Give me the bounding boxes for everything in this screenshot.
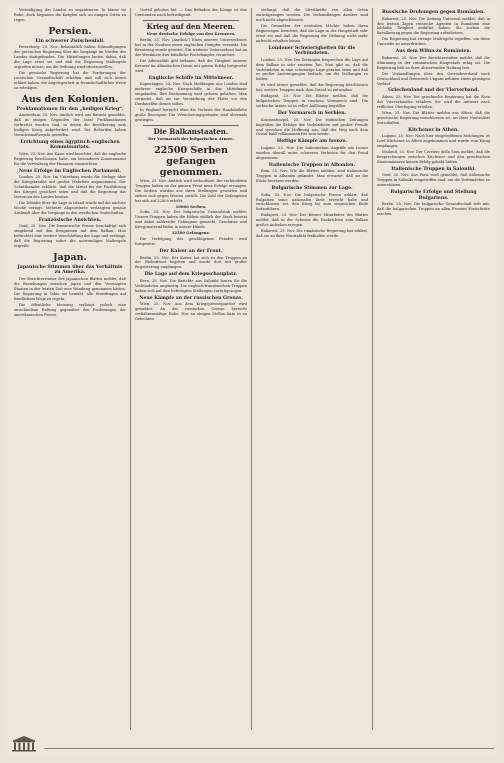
article-paragraph: Die Admiralität gibt bekannt, daß die Tätigkeit unserer Kreuzer im Atlantischen Ozean mit gutem Erfolg fortgesetzt wird. xyxy=(135,58,247,73)
column-container xyxy=(10,8,494,730)
article-headline: Italienische Truppen in Albanien. xyxy=(268,162,356,168)
article-paragraph: Athen, 25. Nov. Die griechische Regierung hat die Note des Vierverbandes erhalten. Sie wird die Antwort nach reiflicher Überlegung erteilen. xyxy=(377,95,490,109)
section-heading: Persien. xyxy=(48,25,92,37)
article-paragraph: Die persische Regierung hat die Forderungen der russischen Gesandtschaft erhalten und soll sich bereit erklärt haben, die Angelegenheit in freundschaftlicher Weise zu erledigen. xyxy=(14,71,126,90)
article-paragraph: Es wird ferner gemeldet, daß die Regierung beschlossen hat, weitere Truppen nach dem Orient zu entsenden. xyxy=(256,83,368,93)
article-headline: Aus dem Wilna zu Rumänien. xyxy=(395,49,472,55)
article-paragraph: Die Regierung hat strenge Maßregeln ergriffen, um diese Umtriebe zu unterdrücken. xyxy=(377,37,490,47)
section-heading: 22500 Serben gefangen genommen. xyxy=(154,144,228,178)
article-headline: Englische Schiffe im Mittelmeer. xyxy=(148,75,234,81)
article-paragraph: Berlin, 25. Nov. Der Kaiser hat sich zu den Truppen an der Südostfront begeben und wurde dort mit großer Begeisterung empfangen. xyxy=(135,255,247,270)
article-paragraph: Verteidigung des Landes zu organisieren. In Maroc ist Ruhe, doch beginnen die Kabylen sich an einigen Orten zu regen. xyxy=(14,8,126,22)
article-headline: Heftige Kämpfe am Isonzo. xyxy=(276,139,348,145)
article-paragraph: Wien, 25. Nov. Aus Kairo wird berichtet, daß die englische Regierung beschlossen habe, ein besonderes Kommissariat für die Verwaltung der Finanzen einzurichten. xyxy=(14,151,126,166)
column-1 xyxy=(10,8,131,730)
article-headline: Bulgarische Erfolge und Stellung Bulgariens. xyxy=(390,190,477,201)
article-paragraph: Genf, 25. Nov. Die französische Presse beschäftigt sich eingehend mit den Ereignissen auf dem Balkan. Man befürchtet eine weitere Verschärfung der Lage und verlangt, daß die Regierung sofort die notwendigen Maßregeln ergreife. xyxy=(14,224,126,248)
article-headline: Ein schwerer Zwischenfall. xyxy=(35,38,105,44)
section-heading: Japan. xyxy=(53,251,87,263)
column-2 xyxy=(131,8,252,730)
article-paragraph: Budapest, 25. Nov. Der Berner Mitarbeiter des Blattes meldet, daß in der Schweiz die Nachrichten vom Balkan großes Aufsehen erregen. xyxy=(256,213,368,228)
article-paragraph: Der Berichterstatter des japanischen Blattes meldet, daß die Beziehungen zwischen Japan und den Vereinigten Staaten in der letzten Zeit eine Wendung genommen hätten. Die Regierung in Tokio sei bemüht, alle Streitfragen auf friedlichem Wege zu regeln. xyxy=(14,277,126,301)
library-building-logo-icon xyxy=(10,735,38,753)
article-paragraph: Bukarest, 25. Nov. Der Berichterstatter meldet, daß die Stimmung in der rumänischen Hauptstadt ruhig sei. Die Regierung hält an ihrer abwartenden Haltung fest. xyxy=(377,55,490,70)
article-headline: Russische Drohungen gegen Rumänien. xyxy=(381,10,486,15)
article-headline: Die Lage auf dem Kriegsschauplatz. xyxy=(144,272,238,278)
article-paragraph: Lugano, 25. Nov. Nach hier eingetroffenen Meldungen ist Lord Kitchener in Athen angekommen und wurde vom König empfangen. xyxy=(377,134,490,149)
article-subheadline: Der Vormarsch der bulgarischen Armee. xyxy=(148,136,234,142)
article-headline: Neue Erfolge im Englischen Parlament. xyxy=(18,168,122,174)
column-rule xyxy=(143,20,239,21)
article-paragraph: London, 25. Nov. Im Unterhaus wurde die Vorlage über die Kriegskredite mit großer Mehrheit angenommen. Der Schatzkanzler erklärte, daß die Mittel für die Fortführung des Krieges gesichert seien und daß die Regierung das Vertrauen des Landes besitze. xyxy=(14,175,126,199)
article-headline: Der Vormarsch in Serbien. xyxy=(277,111,347,117)
article-headline: Italienische Truppen in Saloniki. xyxy=(391,166,476,172)
section-heading: Aus den Kolonien. xyxy=(21,93,119,105)
article-paragraph: Die Verfolgung des geschlagenen Feindes wird fortgesetzt. xyxy=(135,237,247,246)
article-paragraph: Die öffentliche Meinung verlangt jedoch eine entschiedene Haltung gegenüber den Forderungen der amerikanischen Presse. xyxy=(14,302,126,317)
article-headline: Londoner Schwierigkeiten für die Verbündeten. xyxy=(268,45,356,57)
article-headline: Japanische Stimmen über das Verhältnis zu Amerika. xyxy=(17,264,123,276)
article-paragraph: Die Debatte über die Lage in Irland wurde auf die nächste Woche vertagt. Mehrere Abgeordnete verlangten genaue Auskunft über die Vorgänge in den westlichen Grafschaften. xyxy=(14,201,126,215)
article-paragraph: Sofia, 25. Nov. Der bulgarische Generalstab meldet: Unsere Truppen haben die Höhen südlich der Stadt besetzt und dabei zahlreiche Gefangene gemacht. Geschütze und Kriegsmaterial fielen in unsere Hände. xyxy=(135,210,247,230)
section-banner-heading: Die Balkanstaaten. xyxy=(153,126,229,136)
column-4 xyxy=(373,8,494,730)
article-headline: Kitchener in Athen. xyxy=(408,127,459,133)
article-paragraph: Wien, 25. Nov. Die Blätter melden aus Athen, daß die griechische Regierung entschlossen sei, an ihrer Neutralität festzuhalten. xyxy=(377,110,490,125)
article-paragraph: Bukarest, 25. Nov. Die rumänische Regierung hat erklärt, daß sie an ihrer Neutralität festhalten werde. xyxy=(256,229,368,239)
page-footer xyxy=(6,729,498,756)
article-headline: Neue Kämpfe an der russischen Grenze. xyxy=(139,295,243,301)
column-rule xyxy=(143,125,239,126)
article-headline: Bulgarische Stimmen zur Lage. xyxy=(271,186,353,191)
article-paragraph: Berlin, 25. Nov. Die bulgarische Gesandtschaft teilt mit, daß die bulgarischen Truppen an allen Fronten Fortschritte machen. xyxy=(377,202,490,217)
article-paragraph: Vorteil geboten hat. — Das Befinden des Königs ist den Umständen nach befriedigend. xyxy=(135,8,247,17)
article-paragraph: Bern, 25. Nov. Die Berichte aus Saloniki lauten für die Verbündeten ungünstig. Die englisch-französischen Truppen haben sich auf ihre befestigten Stellungen zurückgezogen. xyxy=(135,278,247,293)
article-paragraph: Amsterdam, 25. Nov. Amtlich wird aus Batavia gemeldet, daß in einigen Gegenden der Insel Proklamationen verbreitet worden sind, in denen die Bevölkerung zum heiligen Krieg aufgefordert wird. Die Behörden haben Vorsichtsmaßregeln getroffen. xyxy=(14,113,126,137)
article-paragraph: Lugano, 25. Nov. Die italienischen Angriffe am Isonzo wurden überall unter schweren Verlusten für den Feind abgewiesen. xyxy=(256,145,368,160)
article-paragraph: Genf, 25. Nov. Aus Paris wird gemeldet, daß italienische Truppen in Saloniki eingetroffen sind, um die Verbündeten zu unterstützen. xyxy=(377,173,490,188)
article-paragraph: Konstantinopel, 25. Nov. Die türkischen Zeitungen begrüßen die Erfolge der Verbündeten mit großer Freude und sprechen die Hoffnung aus, daß der Weg nach dem Orient bald vollkommen frei sein werde. xyxy=(256,117,368,137)
article-paragraph: Berlin, 25. Nov. (Amtlich.) Eines unserer Unterseeboote hat in der Nordsee einen englischen Dampfer versenkt. Die Besatzung wurde gerettet. Ein weiteres Unterseeboot hat an der Westküste drei feindliche Fischdampfer vernichtet. xyxy=(135,38,247,57)
article-paragraph: Sofia, 25. Nov. Die bulgarische Presse erklärt, daß Bulgarien seine nationalen Ziele erreicht habe und entschlossen sei, den Krieg bis zum siegreichen Ende fortzuführen. xyxy=(256,192,368,212)
article-headline: Griechenland und der Vierverband. xyxy=(388,88,479,94)
section-banner-heading: Krieg auf den Meeren. xyxy=(146,21,236,31)
article-paragraph: Rom, 25. Nov. Wie die Blätter melden, sind italienische Truppen in Albanien gelandet. Man erwartet, daß sie die Küste besetzen werden. xyxy=(256,169,368,184)
article-paragraph: Bukarest, 25. Nov. Die Zeitung Universul meldet, daß in den letzten Tagen russische Agenten in Rumänien eine lebhafte Tätigkeit entfaltet haben. Sie suchen die Bevölkerung gegen die Regierung aufzuhetzen. xyxy=(377,16,490,36)
article-paragraph: Die Verhandlungen über den Getreideverkauf nach Deutschland und Österreich-Ungarn nehmen einen günstigen Verlauf. xyxy=(377,71,490,86)
article-subheadline: 10000 Serben. xyxy=(175,203,207,209)
column-3 xyxy=(252,8,373,730)
article-headline: Französische Ansichten. xyxy=(38,217,102,223)
article-paragraph: Wien, 25. Nov. Aus dem Kriegspressequartier wird gemeldet: An der russischen Grenze herrscht verhältnismäßige Ruhe. Nur an einigen Stellen kam es zu Gefechten. xyxy=(135,302,247,321)
article-paragraph: Wien, 25. Nov. Amtlich wird verlautbart: Die verbündeten Truppen haben an der ganzen Front neue Erfolge errungen. Die Serben wurden aus ihren Stellungen geworfen und ziehen sich gegen Westen zurück. Die Zahl der Gefangenen hat sich auf 22500 erhöht. xyxy=(135,178,247,203)
article-headline: Der Kaiser an der Front. xyxy=(159,248,223,254)
article-headline: Errichtung eines ägyptisch-englischen Kommissariats. xyxy=(20,139,120,151)
article-paragraph: London, 25. Nov. Die Zeitungen besprechen die Lage auf dem Balkan in sehr ernstem Ton. Man gibt zu, daß die Verbündeten in eine schwierige Lage geraten seien und daß es großer Anstrengungen bedürfe, um die Stellungen zu halten. xyxy=(256,57,368,82)
article-subheadline: Neue deutsche Erfolge von den Kreuzern. xyxy=(146,31,236,37)
article-paragraph: Budapest, 25. Nov. Die Blätter melden, daß die bulgarischen Truppen in raschem Vormarsch sind. Die serbische Armee ist in voller Auflösung begriffen. xyxy=(256,94,368,109)
article-paragraph: Die Gesandten der neutralen Mächte haben ihren Regierungen berichtet, daß die Lage in der Hauptstadt sehr ernst sei und daß die Regierung die Ordnung nicht mehr aufrecht erhalten könne. xyxy=(256,23,368,43)
article-paragraph: Mailand, 25. Nov. Der Corriere della Sera meldet, daß die Besprechungen zwischen Kitchener und den griechischen Staatsmännern keinen Erfolg gehabt hätten. xyxy=(377,150,490,164)
article-paragraph: In England herrscht über die Verluste der Handelsflotte große Besorgnis. Die Versicherungsprämien sind abermals gestiegen. xyxy=(135,107,247,122)
article-subheadline: 12500 Gefangene. xyxy=(171,230,211,236)
newspaper-page xyxy=(6,4,498,756)
footer-rule xyxy=(44,748,494,749)
article-headline: Proklamationen für den „heiligen Krieg“. xyxy=(16,106,124,112)
article-paragraph: Petersburg, 25. Nov. Bekanntlich haben Erkundigungen der persischen Regierung über die Vorgänge im Norden des Landes stattgefunden. Die Mitteilungen lauten dahin, daß die Lage ernst sei und daß die Regierung Maßregeln ergreifen müsse, um die Ordnung wiederherzustellen. xyxy=(14,45,126,69)
article-paragraph: verlangt, daß die Streitkräfte von allen Orten zurückgezogen werden. Die Verhandlungen darüber sind noch nicht abgeschlossen. xyxy=(256,8,368,22)
article-paragraph: Kopenhagen, 25. Nov. Nach Meldungen aus London sind mehrere englische Kriegsschiffe in das Mittelmeer eingelaufen. Ihre Bestimmung wird geheim gehalten. Man vermutet, daß sie zur Verstärkung der Flotte vor den Dardanellen dienen sollen. xyxy=(135,82,247,106)
